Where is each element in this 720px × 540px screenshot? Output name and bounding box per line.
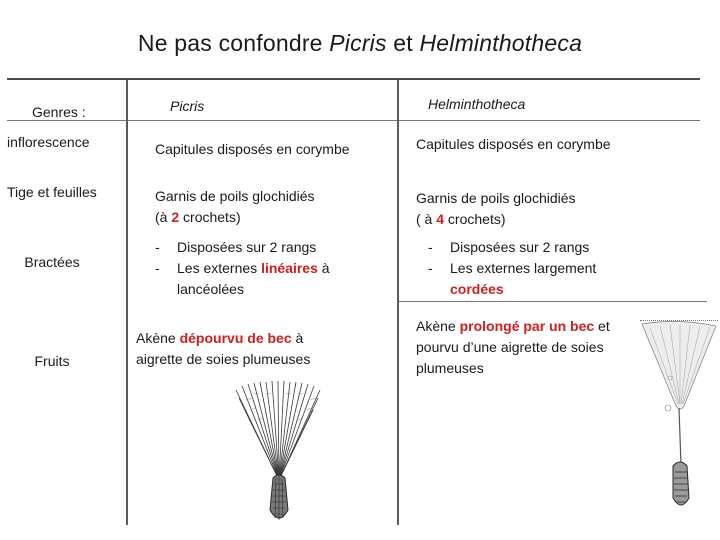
picris-inflorescence: Capitules disposés en corymbe	[155, 141, 350, 157]
picris-crochets-count: 2	[171, 209, 180, 225]
picris-fruit-image	[228, 380, 330, 530]
table-column-divider-right	[397, 80, 399, 525]
header-helminthotheca: Helminthotheca	[428, 96, 526, 112]
helmin-fruit-image	[640, 320, 718, 525]
row-label-bractees: Bractées	[24, 254, 80, 270]
table-top-rule	[7, 78, 700, 80]
picris-fruits: Akène dépourvu de bec à aigrette de soies plumeuses	[136, 330, 311, 367]
header-genres-label: Genres :	[32, 104, 86, 120]
row-label-tige-feuilles: Tige et feuilles	[7, 184, 97, 200]
table-header-rule	[7, 120, 700, 121]
helmin-fruits-highlight: prolongé par un bec	[459, 318, 595, 334]
picris-bractees-highlight: linéaires	[261, 260, 318, 276]
helmin-bractees-highlight: cordées	[450, 281, 504, 297]
picris-tige-feuilles: Garnis de poils glochidiés (à 2 crochets)	[155, 188, 315, 225]
helmin-fruits: Akène prolongé par un bec et pourvu d’une aigrette de soies plumeuses	[416, 318, 610, 376]
header-picris: Picris	[170, 98, 205, 114]
row-label-fruits: Fruits	[34, 353, 70, 369]
picris-bractees: - Disposées sur 2 rangs - Les externes linéaires à lancéolées	[155, 239, 330, 297]
title-genus-picris: Picris	[329, 30, 387, 56]
pappus-drawing	[228, 380, 330, 530]
achene-beaked-drawing	[640, 320, 718, 525]
helmin-inflorescence: Capitules disposés en corymbe	[416, 136, 611, 152]
page-title: Ne pas confondre Picris et Helminthotheca	[137, 30, 583, 56]
helmin-crochets-count: 4	[436, 211, 445, 227]
table-row-rule	[397, 301, 707, 302]
title-genus-helminthotheca: Helminthotheca	[419, 30, 583, 56]
table-column-divider-left	[126, 80, 128, 525]
helmin-tige-feuilles: Garnis de poils glochidiés ( à 4 crochets)	[416, 190, 576, 227]
helmin-bractees: - Disposées sur 2 rangs - Les externes largement cordées	[428, 237, 668, 300]
picris-fruits-highlight: dépourvu de bec	[179, 330, 292, 346]
row-label-inflorescence: inflorescence	[7, 134, 90, 150]
